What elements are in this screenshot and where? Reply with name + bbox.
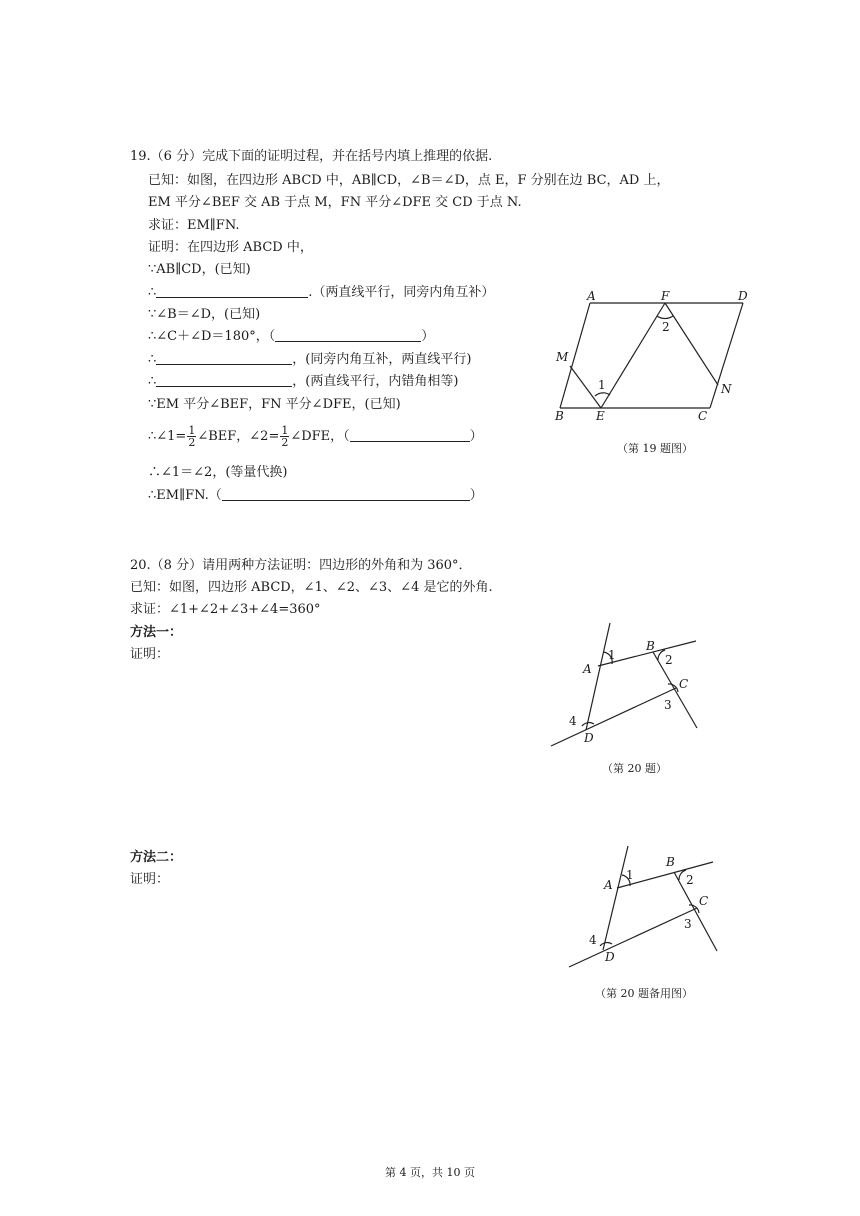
label-D: D — [584, 731, 594, 745]
q19-step-9: ∴∠1＝∠2，(等量代换) — [148, 465, 288, 480]
label-A: A — [604, 878, 613, 892]
fraction-num: 1 — [188, 424, 196, 437]
label-D: D — [738, 289, 748, 303]
method-two-proof-label: 证明： — [130, 872, 170, 887]
q19-step-1: ∵AB∥CD，(已知) — [148, 262, 251, 277]
label-N: N — [721, 382, 732, 396]
fraction-num: 1 — [281, 424, 289, 437]
label-F: F — [661, 289, 670, 303]
label-angle-2: 2 — [686, 873, 694, 887]
label-M: M — [556, 350, 569, 364]
label-angle-1: 1 — [598, 378, 606, 392]
q19-step-10-suffix: ） — [469, 488, 483, 503]
label-angle-3: 3 — [664, 698, 672, 712]
q20-prove: 求证：∠1+∠2+∠3+∠4=360° — [130, 602, 321, 617]
label-B: B — [646, 639, 655, 653]
q19-step-6-reason: ，(两直线平行，内错角相等) — [292, 374, 459, 389]
q19-step-4-suffix: ） — [421, 329, 435, 344]
q19-given-line1: 已知：如图，在四边形 ABCD 中，AB∥CD，∠B＝∠D，点 E，F 分别在边 BC，AD 上， — [148, 173, 670, 188]
method-one-proof-label: 证明： — [130, 647, 170, 662]
q19-prove: 求证：EM∥FN. — [148, 218, 240, 233]
q19-step-8-b: ∠BEF，∠2= — [197, 429, 280, 444]
q19-step-3: ∵∠B＝∠D，(已知) — [148, 307, 261, 322]
q20-backup-caption: （第 20 题备用图） — [595, 987, 693, 1000]
q19-step-7: ∵EM 平分∠BEF，FN 平分∠DFE，(已知) — [148, 397, 401, 412]
label-angle-1: 1 — [626, 868, 634, 882]
q19-step-8-a: ∴∠1= — [148, 429, 187, 444]
label-C: C — [679, 677, 689, 691]
q19-step-10-prefix: ∴EM∥FN.（ — [148, 488, 222, 503]
fraction-den: 2 — [281, 436, 289, 449]
label-C: C — [698, 409, 708, 423]
label-D: D — [605, 950, 615, 964]
q19-proof-intro: 证明：在四边形 ABCD 中， — [148, 240, 313, 255]
q19-step-4-prefix: ∴∠C＋∠D＝180°，（ — [148, 329, 276, 344]
q20-given: 已知：如图，四边形 ABCD，∠1、∠2、∠3、∠4 是它的外角. — [130, 580, 493, 595]
label-angle-2: 2 — [665, 653, 673, 667]
q19-step-5-prefix: ∴ — [148, 352, 157, 367]
fraction-den: 2 — [188, 436, 196, 449]
q19-given-line2: EM 平分∠BEF 交 AB 于点 M，FN 平分∠DFE 交 CD 于点 N. — [148, 195, 522, 210]
label-angle-2: 2 — [662, 320, 670, 334]
q19-step-6-prefix: ∴ — [148, 374, 157, 389]
q19-step-2-prefix: ∴ — [148, 285, 157, 300]
method-one-heading: 方法一： — [130, 625, 183, 640]
label-A: A — [587, 289, 596, 303]
label-B: B — [666, 855, 675, 869]
q19-step-2-reason: .（两直线平行，同旁内角互补） — [308, 285, 495, 300]
label-E: E — [596, 409, 605, 423]
label-angle-4: 4 — [569, 714, 577, 728]
label-angle-3: 3 — [684, 917, 692, 931]
q19-title: 19.（6 分）完成下面的证明过程，并在括号内填上推理的依据. — [130, 149, 493, 164]
q20-caption: （第 20 题） — [602, 762, 667, 775]
q19-step-8-c: ∠DFE，（ — [290, 429, 350, 444]
q19-step-8-d: ） — [469, 429, 483, 444]
label-C: C — [699, 894, 709, 908]
method-two-heading: 方法二： — [130, 850, 183, 865]
page-footer: 第 4 页，共 10 页 — [385, 1166, 475, 1179]
label-B: B — [555, 409, 564, 423]
q20-title: 20.（8 分）请用两种方法证明：四边形的外角和为 360°． — [130, 558, 472, 573]
q19-step-5-reason: ，(同旁内角互补，两直线平行) — [292, 352, 472, 367]
label-A: A — [583, 662, 592, 676]
label-angle-1: 1 — [608, 648, 616, 662]
q19-caption: （第 19 题图） — [617, 442, 693, 455]
label-angle-4: 4 — [589, 933, 597, 947]
